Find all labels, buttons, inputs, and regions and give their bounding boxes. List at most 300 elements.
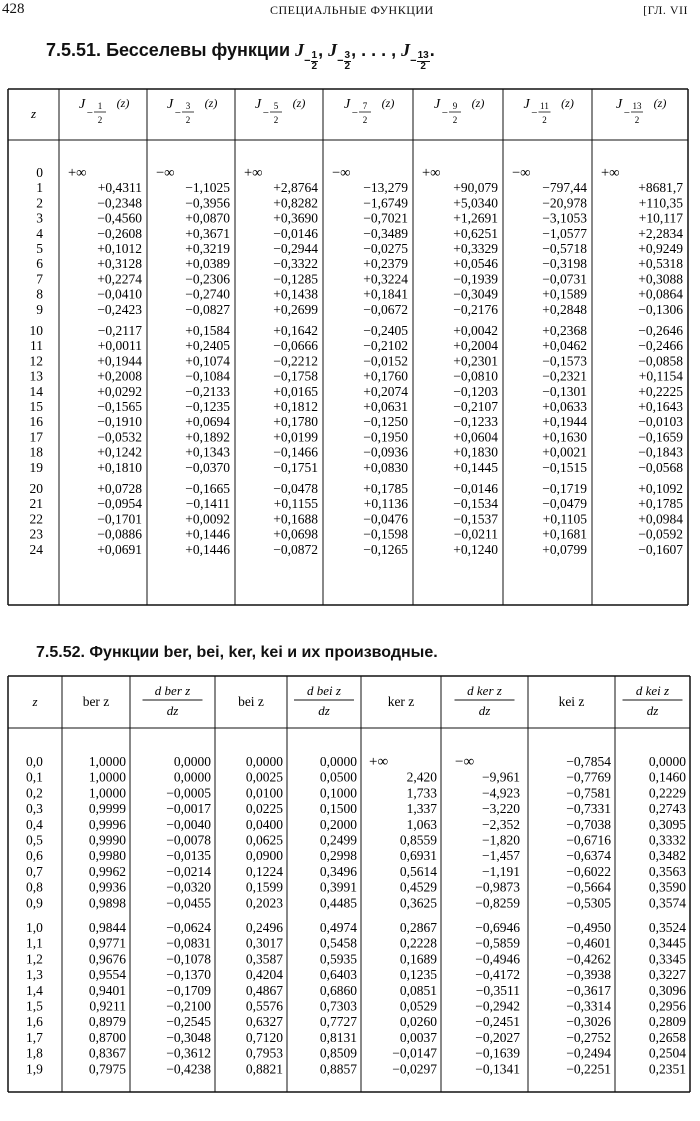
header-J: J — [255, 97, 262, 112]
cell-value: −0,2348 — [97, 195, 142, 211]
cell-value: −0,1341 — [475, 1061, 520, 1077]
header-derivative — [455, 683, 515, 718]
cell-value: +0,1841 — [363, 286, 408, 302]
cell-value: 0,0400 — [245, 816, 283, 832]
cell-value: 0,2867 — [399, 920, 437, 935]
cell-value: −0,0455 — [166, 895, 211, 911]
cell-value: +5,0340 — [453, 195, 498, 211]
table-row — [26, 754, 686, 770]
cell-value: 0,2743 — [648, 801, 686, 817]
cell-value: −1,457 — [482, 848, 520, 864]
cell-value: +0,1785 — [638, 496, 683, 512]
cell-value: 0,1235 — [399, 967, 437, 983]
chapter-title: СПЕЦИАЛЬНЫЕ ФУНКЦИИ — [270, 3, 434, 17]
cell-value: 0,9980 — [88, 848, 126, 864]
cell-value: −0,0005 — [166, 785, 211, 801]
cell-value: +2,2834 — [638, 225, 683, 241]
cell-value: −0,4950 — [566, 920, 611, 935]
table-row — [26, 785, 686, 800]
cell-value: −0,5305 — [566, 895, 611, 911]
cell-z: 0,5 — [26, 832, 43, 848]
cell-value: −0,2306 — [185, 271, 230, 287]
cell-value: +0,1785 — [363, 481, 408, 496]
cell-value: −0,1701 — [97, 511, 142, 527]
cell-value: +8681,7 — [638, 180, 683, 196]
header-sub-num: 3 — [185, 101, 191, 111]
cell-value: 0,9999 — [88, 801, 126, 817]
cell-z: 7 — [36, 271, 43, 287]
cell-value: 0,0529 — [399, 998, 437, 1014]
title-func-1: J — [295, 40, 305, 60]
table-row — [26, 967, 686, 982]
cell-value: 0,8559 — [399, 832, 437, 848]
cell-value: −0,2752 — [566, 1029, 611, 1045]
cell-value: +0,1105 — [542, 511, 587, 527]
header-arg: (z) — [116, 96, 130, 110]
title-minus-2: − — [337, 55, 344, 67]
cell-value: −0,3612 — [166, 1045, 211, 1061]
cell-z: 17 — [29, 429, 43, 445]
cell-value: +0,3690 — [273, 210, 318, 226]
cell-value: −0,6716 — [566, 832, 611, 848]
cell-value: +0,0604 — [453, 429, 498, 445]
cell-value: −0,3617 — [566, 982, 611, 998]
cell-value: 0,3095 — [648, 816, 686, 832]
cell-value: +0,0199 — [273, 429, 318, 445]
cell-value: −0,0954 — [97, 496, 142, 512]
cell-z: 1,1 — [26, 935, 43, 951]
cell-value: −0,2451 — [475, 1014, 520, 1030]
cell-value: −0,2212 — [273, 353, 318, 369]
table-row — [26, 880, 686, 895]
header-frac-num: d ber z — [154, 683, 191, 698]
cell-value: +0,2379 — [363, 256, 408, 272]
cell-value: −0,2466 — [638, 338, 683, 354]
cell-value: −0,1665 — [185, 481, 230, 496]
table-row — [26, 999, 686, 1014]
cell-z: 1,8 — [26, 1045, 43, 1061]
cell-value: −0,2608 — [97, 225, 142, 241]
cell-z: 0,3 — [26, 801, 43, 817]
cell-value: −0,1370 — [166, 967, 211, 983]
cell-value: 0,3482 — [648, 848, 686, 864]
header-sub-num: 1 — [97, 101, 103, 111]
cell-value: −0,0214 — [166, 863, 211, 879]
cell-value: −0,1950 — [363, 429, 408, 445]
cell-value: 0,2351 — [648, 1061, 686, 1077]
table-row — [26, 895, 686, 910]
cell-value: 0,8979 — [88, 1014, 126, 1030]
cell-value: +∞ — [601, 165, 620, 181]
cell-value: −0,1910 — [97, 414, 142, 430]
cell-z: 1,3 — [26, 967, 43, 983]
cell-value: +0,1760 — [363, 368, 408, 384]
title-sub-num-3: 13 — [417, 49, 429, 61]
cell-value: −0,4560 — [97, 210, 142, 226]
cell-value: −0,5859 — [475, 935, 520, 951]
cell-value: +0,1446 — [185, 541, 230, 557]
cell-value: −0,1719 — [542, 481, 587, 496]
cell-value: 0,2658 — [648, 1029, 686, 1045]
cell-value: 0,8509 — [319, 1045, 357, 1061]
cell-value: 0,2499 — [319, 832, 357, 848]
cell-value: +110,35 — [638, 195, 683, 211]
cell-value: −3,220 — [482, 801, 520, 817]
cell-value: 0,6403 — [319, 967, 357, 983]
cell-value: −0,5718 — [542, 241, 587, 256]
table-row — [26, 1061, 686, 1076]
header-minus: − — [441, 107, 448, 119]
cell-value: +0,0864 — [638, 286, 683, 302]
cell-value: −0,7854 — [566, 754, 611, 769]
header-minus: − — [86, 107, 93, 119]
cell-value: 0,2809 — [648, 1014, 686, 1030]
cell-value: 0,5935 — [319, 951, 357, 967]
cell-value: +0,1589 — [542, 286, 587, 302]
cell-value: −0,2942 — [475, 998, 520, 1014]
title-sub-num-2: 3 — [344, 49, 351, 61]
cell-value: 1,733 — [406, 785, 437, 801]
cell-value: 0,1599 — [245, 879, 283, 895]
cell-value: +0,2848 — [542, 301, 587, 317]
cell-value: 0,0025 — [245, 769, 283, 785]
cell-value: 0,4204 — [245, 967, 283, 983]
cell-value: −0,0297 — [392, 1061, 437, 1077]
cell-value: +0,0546 — [453, 256, 498, 272]
cell-value: 0,5458 — [319, 935, 357, 951]
cell-value: −0,2107 — [453, 399, 498, 414]
cell-value: 0,2000 — [319, 816, 357, 832]
header-cell: ker z — [387, 694, 415, 709]
cell-value: +0,0389 — [185, 256, 230, 272]
cell-value: +0,0165 — [273, 383, 318, 399]
cell-value: +0,1155 — [273, 496, 318, 512]
cell-z: 0,6 — [26, 848, 43, 864]
cell-value: −0,1301 — [542, 383, 587, 399]
cell-value: −0,0872 — [273, 541, 318, 557]
cell-value: +0,0633 — [542, 399, 587, 414]
cell-value: +0,2368 — [542, 323, 587, 338]
table-row — [26, 951, 686, 966]
title-func-2: J — [328, 40, 338, 60]
cell-value: +0,0462 — [542, 338, 587, 354]
header-sub-den: 2 — [273, 115, 279, 125]
header-arg: (z) — [381, 96, 395, 110]
cell-value: −0,1758 — [273, 368, 318, 384]
cell-value: 0,7953 — [245, 1045, 283, 1061]
cell-z: 11 — [30, 338, 43, 354]
cell-value: +0,1643 — [638, 399, 683, 414]
header-J: J — [523, 97, 530, 112]
cell-value: 1,0000 — [88, 754, 126, 769]
header-minus: − — [351, 107, 358, 119]
cell-value: −0,7581 — [566, 785, 611, 801]
cell-value: −0,0211 — [453, 526, 498, 542]
cell-value: 1,337 — [406, 801, 437, 817]
cell-value: +∞ — [244, 165, 263, 181]
cell-z: 1,7 — [26, 1029, 43, 1045]
cell-value: −13,279 — [363, 180, 408, 196]
header-J: J — [79, 97, 86, 112]
section-title-bessel: 7.5.51. Бесселевы функции J − $\frac{1}{2}$ , J − $\frac{3}{2}$ , . . . , J − $\frac{13}{2}$ . — [46, 40, 435, 72]
cell-value: −0,2405 — [363, 323, 408, 338]
cell-value: 0,9898 — [88, 895, 126, 911]
cell-value: −0,2944 — [273, 241, 318, 256]
cell-value: −0,6022 — [566, 863, 611, 879]
table-row — [26, 770, 686, 785]
cell-value: −0,0320 — [166, 879, 211, 895]
cell-value: −0,0410 — [97, 286, 142, 302]
cell-value: −0,0532 — [97, 429, 142, 445]
cell-value: −0,3049 — [453, 286, 498, 302]
cell-value: −0,1233 — [453, 414, 498, 430]
cell-value: −0,1709 — [166, 982, 211, 998]
cell-value: −∞ — [512, 165, 531, 181]
cell-value: −0,1515 — [542, 459, 587, 475]
cell-value: +0,0799 — [542, 541, 587, 557]
table-row — [26, 801, 686, 816]
cell-value: −0,0810 — [453, 368, 498, 384]
cell-value: +0,1438 — [273, 286, 318, 302]
cell-value: −∞ — [455, 754, 475, 770]
cell-value: −0,0275 — [363, 241, 408, 256]
cell-value: 1,063 — [406, 816, 437, 832]
cell-value: −0,0827 — [185, 301, 230, 317]
cell-value: +0,0292 — [97, 383, 142, 399]
cell-value: −0,2102 — [363, 338, 408, 354]
cell-value: −∞ — [156, 165, 175, 181]
cell-value: +0,0870 — [185, 210, 230, 226]
header-frac-num: d ker z — [467, 683, 502, 698]
header-minus: − — [174, 107, 181, 119]
cell-value: +∞ — [422, 165, 441, 181]
cell-z: 21 — [29, 496, 43, 512]
cell-value: −0,2251 — [566, 1061, 611, 1077]
cell-z: 1,2 — [26, 951, 43, 967]
cell-value: 0,7975 — [88, 1061, 126, 1077]
cell-value: −0,1639 — [475, 1045, 520, 1061]
section-title-text: Бесселевы функции — [106, 40, 291, 60]
cell-z: 1,0 — [26, 920, 43, 935]
cell-z: 1,9 — [26, 1061, 43, 1077]
cell-z: 4 — [36, 225, 43, 241]
cell-value: −0,3314 — [566, 998, 611, 1014]
cell-value: −0,8259 — [475, 895, 520, 911]
cell-value: −0,1250 — [363, 414, 408, 430]
cell-value: +0,0830 — [363, 459, 408, 475]
cell-value: −0,3938 — [566, 967, 611, 983]
cell-value: 0,5614 — [399, 863, 437, 879]
cell-z: 9 — [36, 301, 43, 317]
header-sub-den: 2 — [542, 115, 547, 125]
header-sub-den: 2 — [185, 115, 191, 125]
cell-value: −0,1573 — [542, 353, 587, 369]
cell-value: +0,2699 — [273, 301, 318, 317]
cell-value: 0,0000 — [245, 754, 283, 769]
cell-value: 0,6931 — [399, 848, 437, 864]
cell-value: 0,7303 — [319, 998, 357, 1014]
title-sub-den-2: 2 — [344, 60, 351, 72]
cell-value: −0,2423 — [97, 301, 142, 317]
cell-z: 0,0 — [26, 754, 43, 769]
cell-value: 0,8367 — [88, 1045, 126, 1061]
cell-value: +0,0691 — [97, 541, 142, 557]
cell-value: +0,0728 — [97, 481, 142, 496]
cell-value: −0,0858 — [638, 353, 683, 369]
table-row — [26, 833, 686, 848]
cell-value: +0,2008 — [97, 368, 142, 384]
cell-value: −1,820 — [482, 832, 520, 848]
cell-value: −0,3489 — [363, 225, 408, 241]
cell-value: 0,4974 — [319, 920, 357, 935]
header-arg: (z) — [204, 96, 218, 110]
title-sub-den-3: 2 — [420, 60, 426, 72]
cell-z: 24 — [29, 541, 43, 557]
cell-value: −0,7331 — [566, 801, 611, 817]
table-row — [26, 1046, 686, 1061]
cell-value: −0,0146 — [273, 225, 318, 241]
cell-z: 0,1 — [26, 769, 43, 785]
cell-value: +0,1092 — [638, 481, 683, 496]
cell-z: 5 — [36, 241, 43, 256]
cell-value: 0,9771 — [88, 935, 126, 951]
header-minus: − — [623, 107, 630, 119]
cell-value: +0,0698 — [273, 526, 318, 542]
cell-value: 0,0000 — [173, 754, 211, 769]
cell-value: −0,3198 — [542, 256, 587, 272]
cell-value: +0,1830 — [453, 444, 498, 460]
cell-value: +0,2405 — [185, 338, 230, 354]
cell-value: −0,1265 — [363, 541, 408, 557]
cell-value: −0,1203 — [453, 383, 498, 399]
chapter-ref: [ГЛ. VII — [643, 3, 688, 17]
header-z: z — [32, 694, 38, 709]
cell-value: −0,5664 — [566, 879, 611, 895]
cell-value: +0,3088 — [638, 271, 683, 287]
cell-value: +0,1681 — [542, 526, 587, 542]
cell-value: +0,2074 — [363, 383, 408, 399]
header-derivative — [143, 683, 203, 718]
cell-value: 2,420 — [406, 769, 437, 785]
cell-value: +0,0694 — [185, 414, 230, 430]
header-J: J — [167, 97, 174, 112]
cell-value: +0,8282 — [273, 195, 318, 211]
cell-z: 0 — [36, 165, 43, 180]
cell-value: 0,3625 — [399, 895, 437, 911]
cell-value: 0,1500 — [319, 801, 357, 817]
cell-value: 0,9844 — [88, 920, 126, 935]
cell-value: +0,1892 — [185, 429, 230, 445]
cell-value: −0,2545 — [166, 1014, 211, 1030]
cell-z: 15 — [29, 399, 43, 414]
cell-value: −0,1607 — [638, 541, 683, 557]
cell-value: −0,1565 — [97, 399, 142, 414]
cell-value: −0,0146 — [453, 481, 498, 496]
header-derivative — [623, 683, 683, 718]
cell-value: +0,0092 — [185, 511, 230, 527]
cell-value: −0,1534 — [453, 496, 498, 512]
cell-value: −0,0135 — [166, 848, 211, 864]
cell-value: +0,3329 — [453, 241, 498, 256]
cell-value: 0,2229 — [648, 785, 686, 801]
cell-value: −0,1598 — [363, 526, 408, 542]
cell-value: +0,0021 — [542, 444, 587, 460]
cell-z: 10 — [29, 323, 43, 338]
cell-value: 0,9676 — [88, 951, 126, 967]
header-minus: − — [531, 107, 538, 119]
cell-value: −0,2494 — [566, 1045, 611, 1061]
cell-z: 14 — [29, 383, 43, 399]
cell-value: −0,1843 — [638, 444, 683, 460]
header-minus: − — [262, 107, 269, 119]
cell-value: −0,0478 — [273, 481, 318, 496]
cell-value: −1,6749 — [363, 195, 408, 211]
cell-value: 0,1689 — [399, 951, 437, 967]
cell-z: 1,6 — [26, 1014, 43, 1030]
cell-value: 0,3991 — [319, 879, 357, 895]
section-number: 7.5.51. — [46, 40, 102, 60]
cell-value: +0,1445 — [453, 459, 498, 475]
cell-value: −0,0152 — [363, 353, 408, 369]
cell-value: 0,3587 — [245, 951, 283, 967]
title-minus-1: − — [304, 55, 311, 67]
cell-value: 0,2496 — [245, 920, 283, 935]
section-number-2: 7.5.52. — [36, 644, 85, 661]
cell-value: 0,6860 — [319, 982, 357, 998]
header-J: J — [344, 97, 351, 112]
cell-value: −0,0017 — [166, 801, 211, 817]
cell-value: +0,1812 — [273, 399, 318, 414]
cell-z: 0,8 — [26, 879, 43, 895]
cell-value: 0,8821 — [245, 1061, 283, 1077]
header-sub-den: 2 — [362, 115, 368, 125]
cell-value: 0,0500 — [319, 769, 357, 785]
header-frac-den: dz — [166, 703, 179, 718]
cell-value: +0,1242 — [97, 444, 142, 460]
cell-value: −0,1084 — [185, 368, 230, 384]
cell-value: 0,8857 — [319, 1061, 357, 1077]
header-cell: bei z — [238, 694, 264, 709]
cell-value: 0,3496 — [319, 863, 357, 879]
cell-value: 1,0000 — [88, 769, 126, 785]
cell-value: +0,1240 — [453, 541, 498, 557]
section-title-text-2: Функции ber, bei, ker, kei и их производные. — [89, 644, 438, 661]
cell-value: −0,7038 — [566, 816, 611, 832]
cell-value: +0,3219 — [185, 241, 230, 256]
cell-value: −0,4262 — [566, 951, 611, 967]
cell-value: 0,9401 — [88, 982, 126, 998]
cell-value: −0,0592 — [638, 526, 683, 542]
cell-value: 0,3096 — [648, 982, 686, 998]
cell-value: −797,44 — [542, 180, 587, 196]
cell-value: +0,5318 — [638, 256, 683, 272]
cell-value: +∞ — [68, 165, 87, 181]
cell-z: 0,7 — [26, 863, 43, 879]
cell-value: −0,6374 — [566, 848, 611, 864]
header-frac-den: dz — [646, 703, 659, 718]
cell-value: −0,2027 — [475, 1029, 520, 1045]
cell-value: 0,5576 — [245, 998, 283, 1014]
header-frac-den: dz — [478, 703, 491, 718]
cell-value: +0,6251 — [453, 225, 498, 241]
cell-value: +0,1642 — [273, 323, 318, 338]
cell-value: −0,0476 — [363, 511, 408, 527]
header-frac-den: dz — [318, 703, 330, 718]
cell-value: −0,4238 — [166, 1061, 211, 1077]
cell-value: −0,0040 — [166, 816, 211, 832]
cell-value: +2,8764 — [273, 180, 318, 196]
cell-value: +∞ — [369, 754, 389, 770]
